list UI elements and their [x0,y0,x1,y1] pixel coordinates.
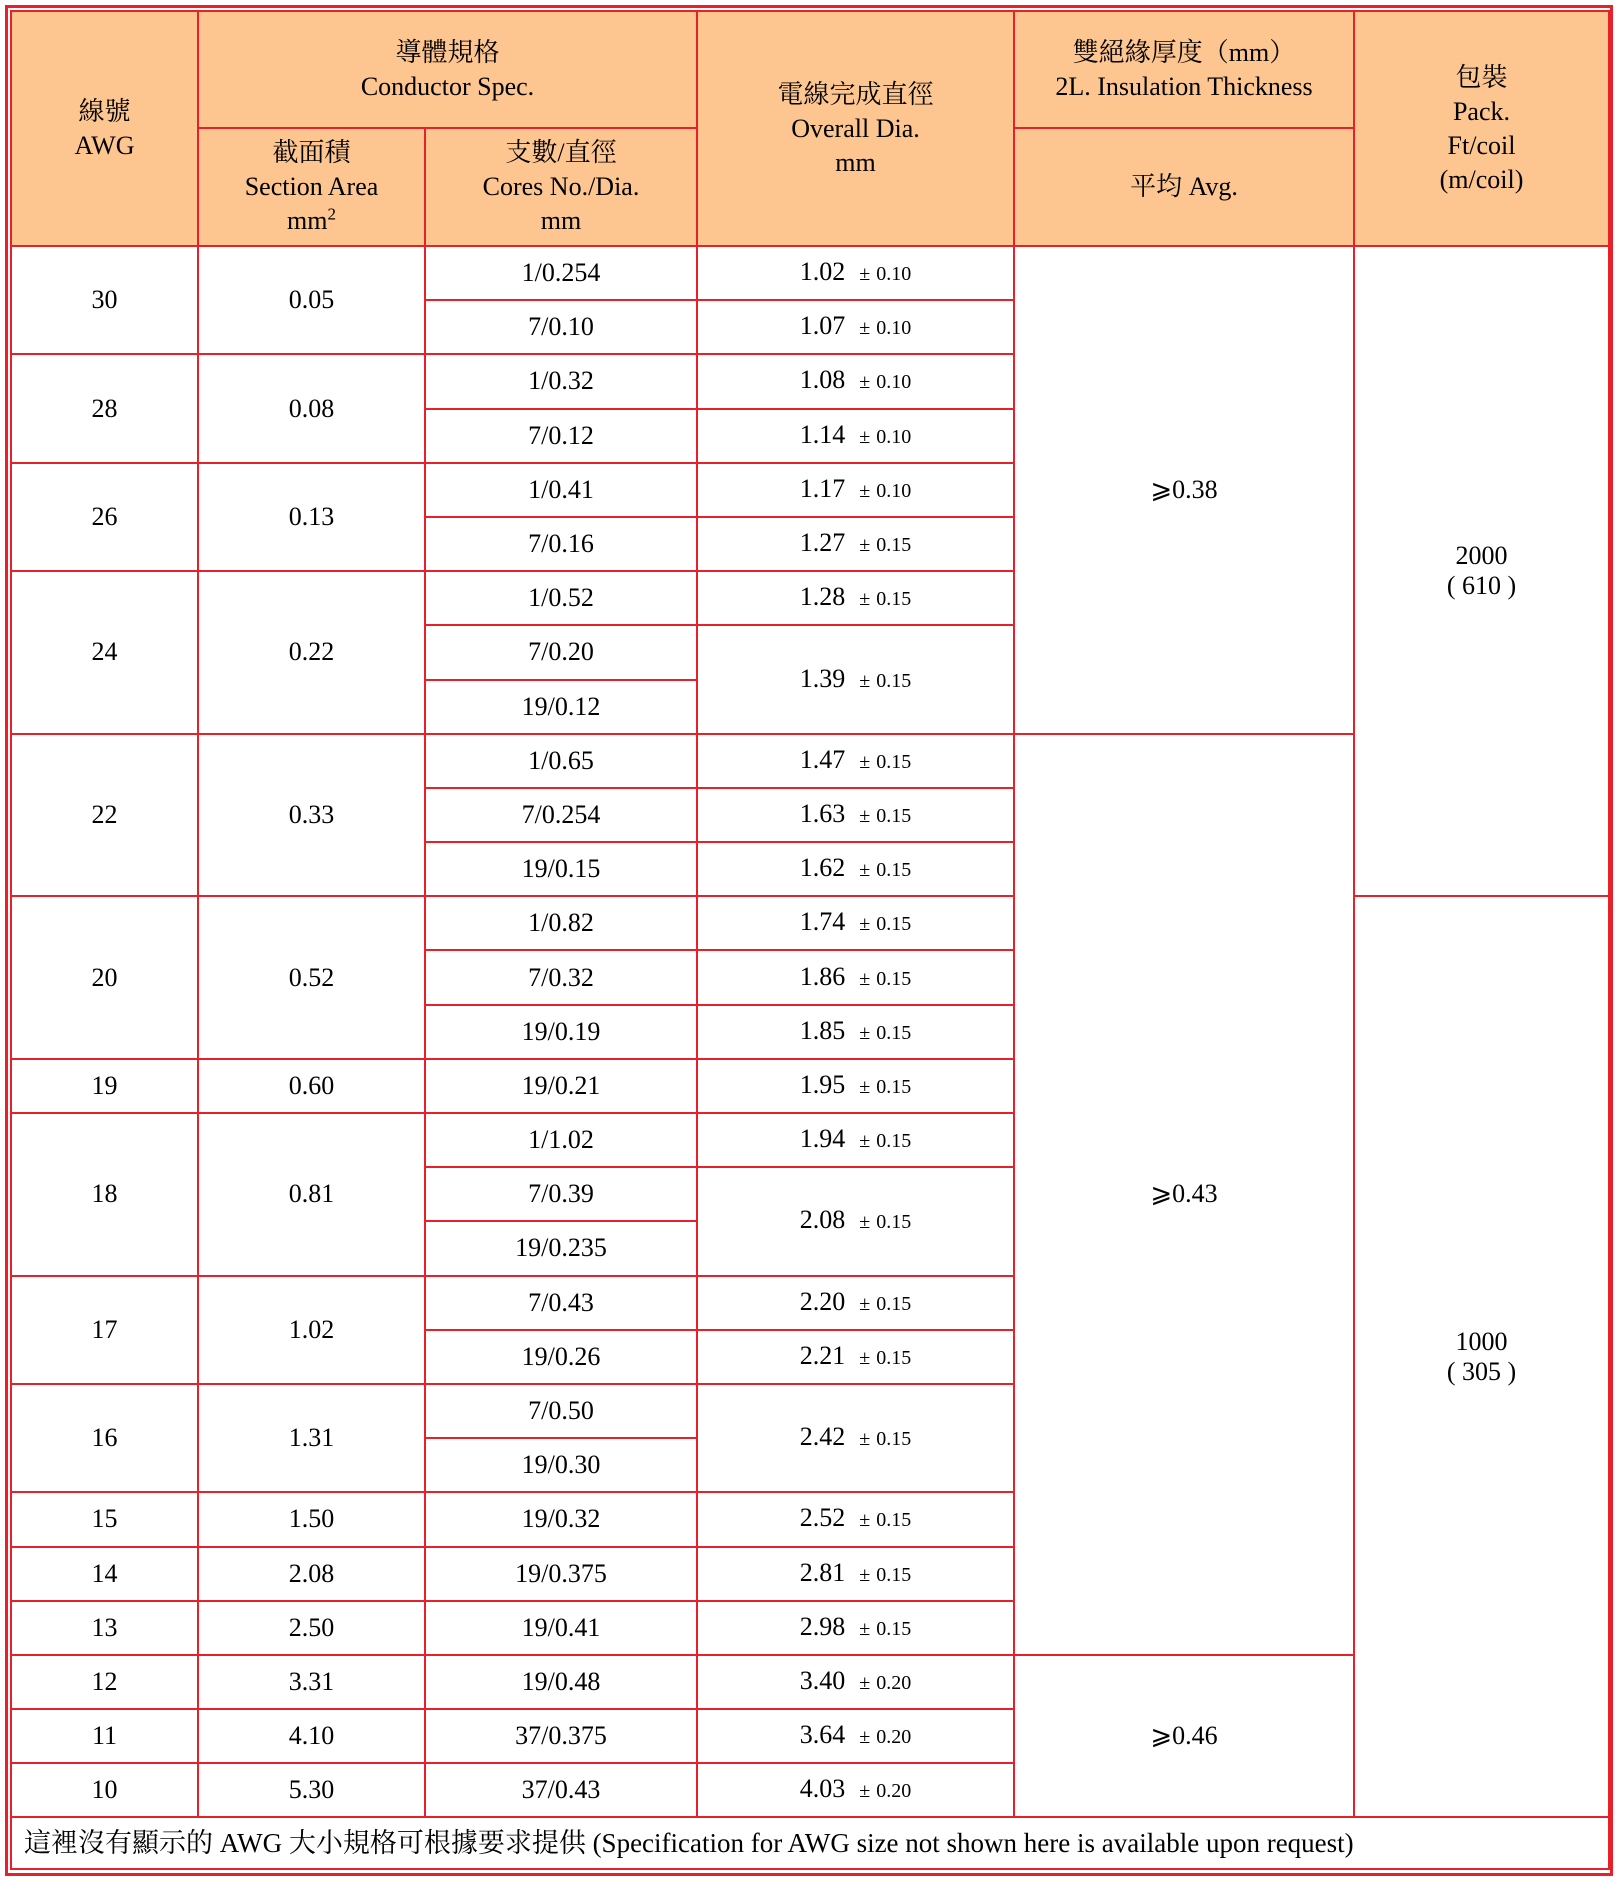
area-cell: 3.31 [198,1655,425,1709]
header-cores-dia: 支數/直徑 Cores No./Dia. mm [425,128,697,246]
area-cell: 4.10 [198,1709,425,1763]
cores-cell: 1/0.52 [425,571,697,625]
dia-cell: 2.81 ± 0.15 [697,1547,1014,1601]
awg-cell: 26 [11,463,198,571]
area-cell: 2.08 [198,1547,425,1601]
cores-cell: 7/0.12 [425,409,697,463]
area-cell: 5.30 [198,1763,425,1817]
cores-cell: 19/0.12 [425,680,697,734]
cores-cell: 37/0.43 [425,1763,697,1817]
cores-cell: 19/0.19 [425,1005,697,1059]
dia-cell: 1.47 ± 0.15 [697,734,1014,788]
area-cell: 0.05 [198,246,425,354]
awg-cell: 22 [11,734,198,897]
awg-cell: 15 [11,1492,198,1546]
cores-cell: 1/0.41 [425,463,697,517]
header-insulation-avg: 平均 Avg. [1014,128,1354,246]
awg-cell: 12 [11,1655,198,1709]
header-section-area: 截面積 Section Area $mm^2$ [198,128,425,246]
awg-cell: 16 [11,1384,198,1492]
dia-cell: 1.94 ± 0.15 [697,1113,1014,1167]
cores-cell: 7/0.32 [425,950,697,1004]
area-cell: 0.13 [198,463,425,571]
header-pack: 包裝 Pack. Ft/coil (m/coil) [1354,11,1609,246]
dia-cell: 1.85 ± 0.15 [697,1005,1014,1059]
cores-cell: 19/0.15 [425,842,697,896]
dia-cell: 2.08 ± 0.15 [697,1167,1014,1275]
cores-cell: 7/0.254 [425,788,697,842]
footnote: 這裡沒有顯示的 AWG 大小規格可根據要求提供 (Specification for AWG size not shown here is available upon request) [11,1817,1609,1869]
cores-cell: 7/0.16 [425,517,697,571]
table-row [11,896,1609,950]
cores-cell: 1/0.65 [425,734,697,788]
cores-cell: 19/0.41 [425,1601,697,1655]
area-cell: 0.52 [198,896,425,1059]
cores-cell: 19/0.48 [425,1655,697,1709]
pack-cell: 1000 ( 305 ) [1354,896,1609,1817]
dia-cell: 2.52 ± 0.15 [697,1492,1014,1546]
cores-cell: 19/0.26 [425,1330,697,1384]
dia-cell: 4.03 ± 0.20 [697,1763,1014,1817]
cores-cell: 1/0.82 [425,896,697,950]
cores-cell: 1/1.02 [425,1113,697,1167]
awg-cell: 24 [11,571,198,734]
cores-cell: 19/0.30 [425,1438,697,1492]
cores-cell: 7/0.50 [425,1384,697,1438]
area-cell: 1.31 [198,1384,425,1492]
cores-cell: 19/0.235 [425,1221,697,1275]
area-cell: 0.60 [198,1059,425,1113]
area-cell: 1.02 [198,1276,425,1384]
awg-cell: 14 [11,1547,198,1601]
dia-cell: 2.21 ± 0.15 [697,1330,1014,1384]
header-conductor-spec: 導體規格 Conductor Spec. [198,11,697,128]
header-overall-dia: 電線完成直徑 Overall Dia. mm [697,11,1014,246]
dia-cell: 3.64 ± 0.20 [697,1709,1014,1763]
insulation-cell: ⩾0.43 [1014,734,1354,1655]
cores-cell: 19/0.21 [425,1059,697,1113]
dia-cell: 1.74 ± 0.15 [697,896,1014,950]
awg-cell: 17 [11,1276,198,1384]
cores-cell: 7/0.43 [425,1276,697,1330]
area-cell: 0.33 [198,734,425,897]
awg-cell: 28 [11,354,198,462]
cores-cell: 1/0.254 [425,246,697,300]
awg-cell: 19 [11,1059,198,1113]
area-cell: 2.50 [198,1601,425,1655]
dia-cell: 2.20 ± 0.15 [697,1276,1014,1330]
dia-cell: 1.17 ± 0.10 [697,463,1014,517]
dia-cell: 3.40 ± 0.20 [697,1655,1014,1709]
dia-cell: 1.02 ± 0.10 [697,246,1014,300]
awg-cell: 30 [11,246,198,354]
dia-cell: 1.39 ± 0.15 [697,625,1014,733]
dia-cell: 1.07 ± 0.10 [697,300,1014,354]
awg-cell: 10 [11,1763,198,1817]
dia-cell: 2.42 ± 0.15 [697,1384,1014,1492]
cores-cell: 19/0.375 [425,1547,697,1601]
header-insulation-thickness: 雙絕緣厚度（mm） 2L. Insulation Thickness [1014,11,1354,128]
dia-cell: 1.62 ± 0.15 [697,842,1014,896]
awg-cell: 20 [11,896,198,1059]
area-cell: 0.81 [198,1113,425,1276]
footnote-row [11,1817,1609,1869]
area-cell: 1.50 [198,1492,425,1546]
cores-cell: 7/0.20 [425,625,697,679]
area-cell: 0.08 [198,354,425,462]
insulation-cell: ⩾0.46 [1014,1655,1354,1818]
area-cell: 0.22 [198,571,425,734]
dia-cell: 2.98 ± 0.15 [697,1601,1014,1655]
awg-cell: 11 [11,1709,198,1763]
awg-cell: 13 [11,1601,198,1655]
pack-cell: 2000 ( 610 ) [1354,246,1609,896]
cores-cell: 19/0.32 [425,1492,697,1546]
dia-cell: 1.14 ± 0.10 [697,409,1014,463]
dia-cell: 1.27 ± 0.15 [697,517,1014,571]
header-awg: 線號 AWG [11,11,198,246]
cores-cell: 37/0.375 [425,1709,697,1763]
cores-cell: 7/0.39 [425,1167,697,1221]
cores-cell: 1/0.32 [425,354,697,408]
dia-cell: 1.63 ± 0.15 [697,788,1014,842]
cores-cell: 7/0.10 [425,300,697,354]
insulation-cell: ⩾0.38 [1014,246,1354,734]
awg-cell: 18 [11,1113,198,1276]
awg-spec-table [10,10,1610,1870]
dia-cell: 1.28 ± 0.15 [697,571,1014,625]
table-row [11,246,1609,300]
dia-cell: 1.95 ± 0.15 [697,1059,1014,1113]
dia-cell: 1.86 ± 0.15 [697,950,1014,1004]
dia-cell: 1.08 ± 0.10 [697,354,1014,408]
